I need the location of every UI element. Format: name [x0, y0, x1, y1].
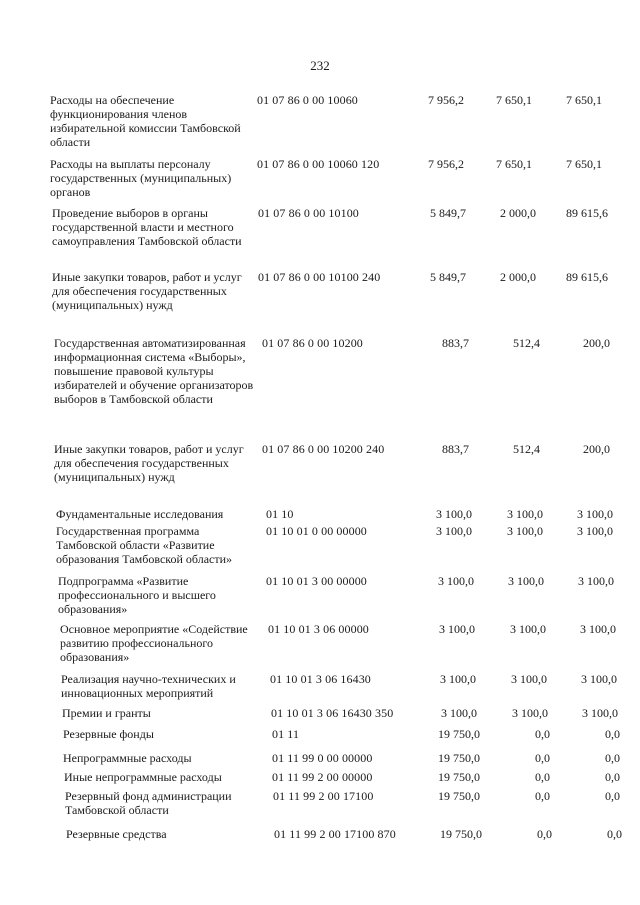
row-value-1: 19 750,0 [438, 751, 480, 765]
row-name: Государственная программа Тамбовской области «Развитие образования Тамбовской области» [56, 524, 233, 566]
row-value-2: 7 650,1 [496, 157, 532, 171]
row-value-2: 3 100,0 [511, 672, 547, 686]
row-value-1: 7 956,2 [428, 157, 464, 171]
row-value-3: 7 650,1 [566, 157, 602, 171]
row-value-3: 0,0 [605, 727, 620, 741]
row-value-2: 512,4 [513, 442, 540, 456]
row-name: Основное мероприятие «Содействие развитию профессионального образования» [60, 622, 248, 664]
row-code: 01 10 01 3 06 16430 [270, 672, 371, 686]
row-value-1: 5 849,7 [430, 206, 466, 220]
row-code: 01 07 86 0 00 10200 240 [262, 442, 385, 456]
row-code: 01 11 99 2 00 00000 [272, 770, 373, 784]
row-name: Резервные фонды [63, 727, 154, 741]
row-value-2: 3 100,0 [507, 524, 543, 538]
row-value-2: 2 000,0 [500, 270, 536, 284]
row-name: Подпрограмма «Развитие профессионального и высшего образования» [58, 574, 216, 616]
row-value-2: 3 100,0 [508, 574, 544, 588]
row-value-1: 3 100,0 [436, 507, 472, 521]
row-value-3: 3 100,0 [577, 507, 613, 521]
row-value-3: 0,0 [605, 770, 620, 784]
row-value-1: 19 750,0 [438, 789, 480, 803]
row-value-3: 3 100,0 [578, 574, 614, 588]
row-value-1: 3 100,0 [440, 672, 476, 686]
row-value-1: 7 956,2 [428, 93, 464, 107]
row-value-3: 3 100,0 [581, 672, 617, 686]
row-code: 01 11 99 0 00 00000 [272, 751, 373, 765]
row-value-2: 512,4 [513, 336, 540, 350]
row-code: 01 10 01 3 06 00000 [268, 622, 369, 636]
row-name: Проведение выборов в органы государственной власти и местного самоуправления Тамбовской области [52, 206, 242, 248]
row-code: 01 11 [272, 727, 300, 741]
row-code: 01 07 86 0 00 10060 [257, 93, 358, 107]
row-name: Расходы на выплаты персоналу государственных (муниципальных) органов [50, 157, 232, 199]
row-value-3: 0,0 [605, 751, 620, 765]
row-code: 01 10 01 3 06 16430 350 [271, 706, 394, 720]
row-value-3: 89 615,6 [566, 270, 608, 284]
row-code: 01 11 99 2 00 17100 [273, 789, 374, 803]
row-value-3: 200,0 [583, 442, 610, 456]
row-value-3: 0,0 [607, 827, 622, 841]
row-value-3: 200,0 [583, 336, 610, 350]
row-name: Премии и гранты [62, 706, 151, 720]
row-value-3: 3 100,0 [577, 524, 613, 538]
row-value-2: 3 100,0 [510, 622, 546, 636]
row-value-1: 3 100,0 [438, 574, 474, 588]
row-value-3: 3 100,0 [580, 622, 616, 636]
row-name: Непрограммные расходы [63, 751, 192, 765]
row-code: 01 07 86 0 00 10100 [258, 206, 359, 220]
row-value-2: 7 650,1 [496, 93, 532, 107]
row-code: 01 10 01 3 00 00000 [266, 574, 367, 588]
page-number: 232 [310, 58, 330, 73]
row-value-2: 3 100,0 [512, 706, 548, 720]
row-value-2: 0,0 [537, 827, 552, 841]
row-code: 01 10 01 0 00 00000 [266, 524, 367, 538]
row-value-1: 19 750,0 [438, 770, 480, 784]
row-code: 01 07 86 0 00 10200 [262, 336, 363, 350]
row-value-3: 7 650,1 [566, 93, 602, 107]
row-code: 01 07 86 0 00 10060 120 [257, 157, 380, 171]
row-value-1: 3 100,0 [436, 524, 472, 538]
row-value-3: 3 100,0 [582, 706, 618, 720]
row-name: Реализация научно-технических и инновационных мероприятий [61, 672, 236, 700]
row-name: Иные закупки товаров, работ и услуг для обеспечения государственных (муниципальных) нужд [52, 270, 242, 312]
row-value-1: 5 849,7 [430, 270, 466, 284]
row-name: Иные закупки товаров, работ и услуг для обеспечения государственных (муниципальных) нужд [54, 442, 244, 484]
row-value-2: 0,0 [535, 727, 550, 741]
row-value-1: 883,7 [442, 442, 469, 456]
row-name: Иные непрограммные расходы [64, 770, 222, 784]
row-value-2: 0,0 [535, 751, 550, 765]
row-value-2: 2 000,0 [500, 206, 536, 220]
row-value-1: 19 750,0 [438, 727, 480, 741]
row-value-2: 0,0 [535, 789, 550, 803]
row-name: Расходы на обеспечение функционирования членов избирательной комиссии Тамбовской области [50, 93, 241, 149]
row-code: 01 07 86 0 00 10100 240 [258, 270, 381, 284]
row-value-3: 89 615,6 [566, 206, 608, 220]
row-name: Резервный фонд администрации Тамбовской области [65, 789, 232, 817]
row-value-1: 883,7 [442, 336, 469, 350]
row-value-1: 3 100,0 [439, 622, 475, 636]
row-value-1: 3 100,0 [441, 706, 477, 720]
row-value-2: 0,0 [535, 770, 550, 784]
row-value-2: 3 100,0 [507, 507, 543, 521]
row-value-3: 0,0 [605, 789, 620, 803]
row-name: Резервные средства [66, 827, 167, 841]
row-code: 01 11 99 2 00 17100 870 [274, 827, 396, 841]
row-code: 01 10 [266, 507, 294, 521]
row-value-1: 19 750,0 [440, 827, 482, 841]
row-name: Государственная автоматизированная информационная система «Выборы», повышение правовой культуры избирателей и обучение организаторов выборов в Тамбовской области [54, 336, 254, 406]
row-name: Фундаментальные исследования [56, 507, 224, 521]
